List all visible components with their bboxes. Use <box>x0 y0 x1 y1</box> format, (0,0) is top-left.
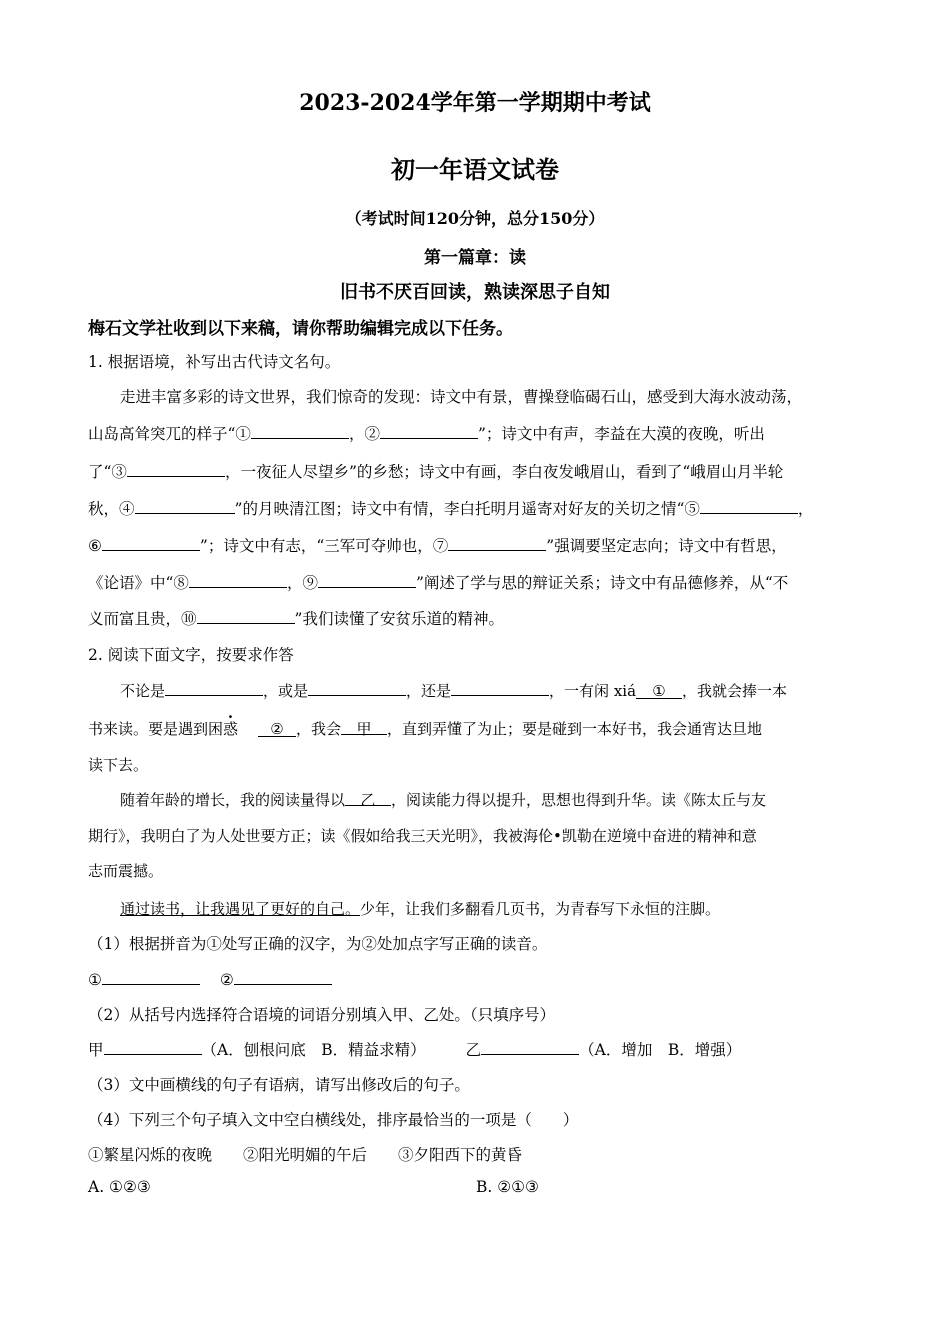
q1-stem: 1. 根据语境，补写出古代诗文名句。 <box>88 353 341 371</box>
q2-passage-line: 书来读。要是遇到困惑 ② ，我会 甲 ，直到弄懂了为止；要是碰到一本好书，我会通宵达旦地 <box>88 720 763 738</box>
dotted-character: 惑 <box>223 720 239 738</box>
answer-blank[interactable] <box>165 679 263 696</box>
q2-sub4: （4）下列三个句子填入文中空白横线处，排序最恰当的一项是（ ） <box>88 1111 579 1129</box>
q2-passage-line: 随着年龄的增长，我的阅读量得以 乙 ，阅读能力得以提升，思想也得到升华。读《陈太丘与友 <box>120 791 767 809</box>
answer-blank[interactable] <box>481 1038 579 1055</box>
exam-info: （考试时间120分钟，总分150分） <box>345 209 605 228</box>
q1-paragraph-line: ⑥ ”；诗文中有志，“三军可夺帅也，⑦ ”强调要坚定志向；诗文中有哲思， <box>88 534 787 556</box>
marker-jia: 甲 <box>341 718 387 735</box>
q1-paragraph-line: 走进丰富多彩的诗文世界，我们惊奇的发现：诗文中有景，曹操登临碣石山，感受到大海水波动荡， <box>120 388 803 406</box>
task-instruction: 梅石文学社收到以下来稿，请你帮助编辑完成以下任务。 <box>88 319 513 339</box>
q2-passage-line: 不论是 ，或是 ，还是 ，一有闲 xiá ① ，我就会捧一本 <box>120 679 787 701</box>
q2-stem: 2. 阅读下面文字，按要求作答 <box>88 646 294 664</box>
answer-blank[interactable] <box>380 422 478 439</box>
answer-blank[interactable] <box>251 422 349 439</box>
option-a[interactable]: A. ①②③ <box>88 1178 151 1196</box>
q2-passage-line: 志而震撼。 <box>88 862 164 880</box>
exam-subtitle: 初一年语文试卷 <box>391 155 559 184</box>
answer-blank[interactable] <box>700 497 798 514</box>
exam-title: 2023-2024学年第一学期期中考试 <box>299 90 651 116</box>
answer-blank[interactable] <box>102 968 200 985</box>
chapter-heading: 第一篇章：读 <box>424 248 526 268</box>
q2-passage-line: 通过读书，让我遇见了更好的自己。少年，让我们多翻看几页书，为青春写下永恒的注脚。 <box>120 900 721 918</box>
q2-sub1: （1）根据拼音为①处写正确的汉字，为②处加点字写正确的读音。 <box>88 935 548 953</box>
answer-blank[interactable] <box>189 571 287 588</box>
q2-sub2: （2）从括号内选择符合语境的词语分别填入甲、乙处。（只填序号） <box>88 1006 556 1024</box>
option-b[interactable]: B. ②①③ <box>476 1178 539 1196</box>
q1-paragraph-line: 《论语》中“⑧ ，⑨ ”阐述了学与思的辩证关系；诗文中有品德修养，从“不 <box>88 571 788 593</box>
answer-blank[interactable] <box>451 679 549 696</box>
motto: 旧书不厌百回读，熟读深思子自知 <box>340 282 610 303</box>
answer-blank[interactable] <box>135 497 235 514</box>
q1-paragraph-line: 义而富且贵，⑩ ”我们读懂了安贫乐道的精神。 <box>88 607 504 629</box>
q2-sub3: （3）文中画横线的句子有语病，请写出修改后的句子。 <box>88 1076 470 1094</box>
q1-paragraph-line: 了“③ ，一夜征人尽望乡”的乡愁；诗文中有画，李白夜发峨眉山，看到了“峨眉山月半轮 <box>88 460 783 482</box>
answer-blank[interactable] <box>318 571 416 588</box>
answer-blank[interactable] <box>197 607 295 624</box>
answer-blank[interactable] <box>102 534 200 551</box>
q2-sub2-answers: 甲 （A．刨根问底 B．精益求精） 乙 （A．增加 B．增强） <box>88 1038 741 1060</box>
q1-paragraph-line: 秋，④ ”的月映清江图；诗文中有情，李白托明月遥寄对好友的关切之情“⑤ ， <box>88 497 813 519</box>
answer-blank[interactable] <box>104 1038 202 1055</box>
answer-blank[interactable] <box>308 679 406 696</box>
q2-passage-line: 期行》，我明白了为人处世要方正；读《假如给我三天光明》，我被海伦•凯勒在逆境中奋进的精神和意 <box>88 827 757 845</box>
underlined-sentence: 通过读书，让我遇见了更好的自己。 <box>120 900 361 918</box>
q2-passage-line: 读下去。 <box>88 756 149 774</box>
answer-blank[interactable] <box>127 460 225 477</box>
q2-sub1-answers: ① ② <box>88 968 332 989</box>
marker-yi: 乙 <box>345 789 391 806</box>
marker-2: ② <box>258 720 296 737</box>
marker-1: ① <box>636 682 682 699</box>
q1-paragraph-line: 山岛高耸突兀的样子“① ，② ”；诗文中有声，李益在大漠的夜晚，听出 <box>88 422 765 444</box>
q2-sub4-items: ①繁星闪烁的夜晚 ②阳光明媚的午后 ③夕阳西下的黄昏 <box>88 1146 523 1164</box>
answer-blank[interactable] <box>234 968 332 985</box>
answer-blank[interactable] <box>448 534 546 551</box>
